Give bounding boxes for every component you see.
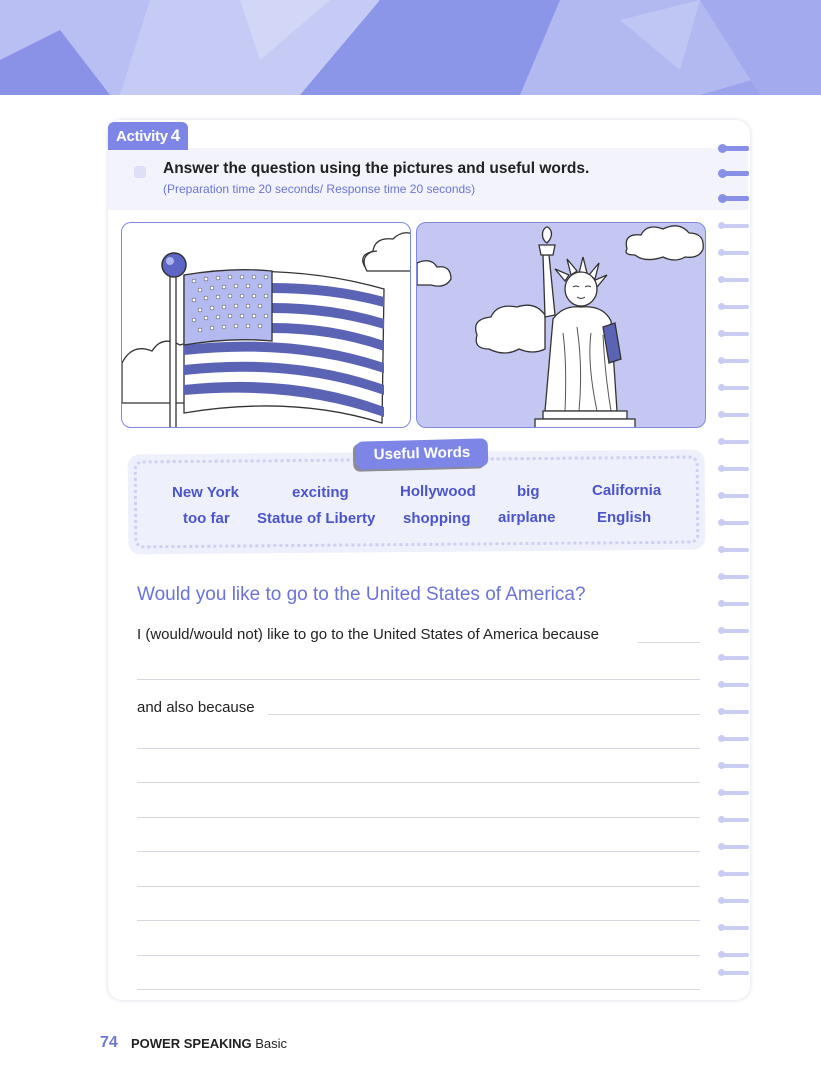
useful-word: New York (172, 484, 239, 501)
american-flag-illustration (122, 223, 410, 427)
useful-word: Statue of Liberty (257, 510, 376, 527)
useful-word: California (592, 482, 662, 499)
flag-picture (121, 222, 411, 428)
statue-of-liberty-illustration (417, 223, 705, 427)
answer-line[interactable] (268, 714, 700, 715)
answer-line[interactable] (137, 748, 700, 749)
answer-line[interactable] (137, 851, 700, 852)
useful-words-title: Useful Words (356, 438, 489, 469)
useful-word: big (517, 483, 540, 500)
page-margin (0, 95, 60, 1080)
answer-line[interactable] (638, 642, 700, 643)
answer-line[interactable] (137, 955, 700, 956)
useful-word: shopping (403, 510, 471, 527)
useful-word: exciting (292, 484, 349, 501)
answer-line[interactable] (137, 989, 700, 990)
book-title (131, 1036, 287, 1051)
answer-line[interactable] (137, 886, 700, 887)
useful-word: Hollywood (400, 483, 476, 500)
answer-prompt-1: I (would/would not) like to go to the United States of America because (137, 626, 599, 643)
answer-line[interactable] (137, 920, 700, 921)
answer-line[interactable] (137, 679, 700, 680)
book-title-level: Basic (255, 1036, 288, 1051)
activity-label: Activity (116, 128, 168, 145)
answer-line[interactable] (137, 817, 700, 818)
statue-picture (416, 222, 706, 428)
useful-word: English (597, 509, 652, 526)
activity-number: 4 (170, 126, 180, 145)
answer-prompt-2: and also because (137, 699, 255, 716)
useful-word: airplane (498, 509, 556, 526)
instruction-subtitle: (Preparation time 20 seconds/ Response time 20 seconds) (163, 182, 476, 196)
bullet-icon (134, 166, 146, 178)
activity-tab (108, 122, 188, 150)
instruction-title: Answer the question using the pictures and useful words. (163, 160, 590, 177)
book-title-main: POWER SPEAKING (131, 1036, 252, 1051)
question-text: Would you like to go to the United States of America? (137, 584, 586, 605)
useful-word: too far (183, 510, 230, 527)
page-number: 74 (100, 1034, 118, 1051)
instruction-band (108, 148, 748, 210)
answer-line[interactable] (137, 782, 700, 783)
